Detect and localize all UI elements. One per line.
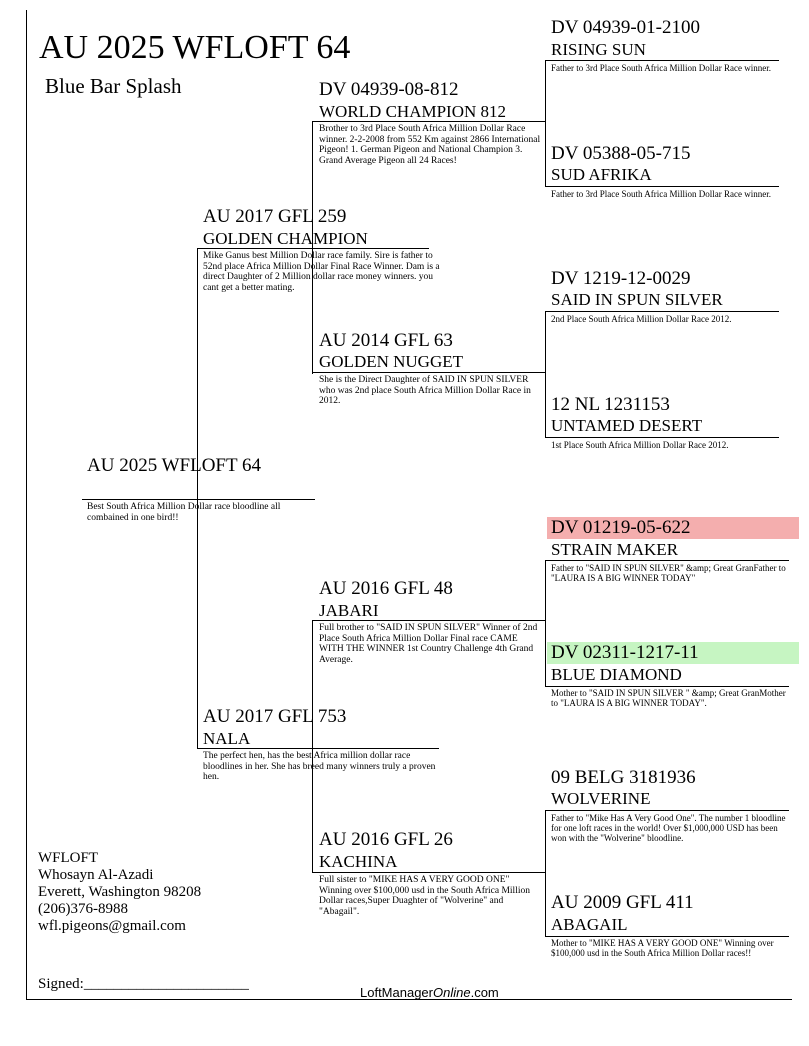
sds-note: 2nd Place South Africa Million Dollar Race 2012. bbox=[551, 314, 732, 324]
frame-left-line bbox=[26, 10, 27, 1000]
ssd-name: SUD AFRIKA bbox=[551, 165, 652, 184]
owner-loft: WFLOFT bbox=[38, 850, 98, 866]
subject-note: Best South Africa Million Dollar race bloodline all combained in one bird!! bbox=[87, 502, 281, 523]
sd-band: AU 2014 GFL 63 bbox=[319, 330, 453, 351]
dam-note: The perfect hen, has the best Africa million dollar race bloodlines in her. She has breed many winners truly a proven hen. bbox=[203, 751, 436, 782]
dss-note: Father to "SAID IN SPUN SILVER" &amp; Great GranFather to "LAURA IS A BIG WINNER TODAY" bbox=[551, 563, 786, 583]
sss-band: DV 04939-01-2100 bbox=[551, 17, 701, 38]
header-color: Blue Bar Splash bbox=[45, 74, 182, 98]
sire-name: GOLDEN CHAMPION bbox=[203, 229, 368, 248]
dds-band: 09 BELG 3181936 bbox=[551, 767, 696, 788]
dss-name: STRAIN MAKER bbox=[551, 540, 679, 559]
ss-band: DV 04939-08-812 bbox=[319, 79, 459, 100]
sdd-note: 1st Place South Africa Million Dollar Race 2012. bbox=[551, 440, 729, 450]
sds-name: SAID IN SPUN SILVER bbox=[551, 290, 723, 309]
dss-underline bbox=[545, 560, 789, 561]
dds-note: Father to "Mike Has A Very Good One". The number 1 bloodline for one loft races in the world! Over $1,000,000 USD has been won with the "Wolverine" bloodline. bbox=[551, 813, 786, 843]
footer-brand-suffix: .com bbox=[470, 985, 499, 1000]
sdd-underline bbox=[545, 437, 779, 438]
ds-gen3-connector bbox=[545, 560, 546, 686]
dsd-underline bbox=[545, 686, 789, 687]
dd-band: AU 2016 GFL 26 bbox=[319, 829, 453, 850]
dds-name: WOLVERINE bbox=[551, 789, 651, 808]
dd-name: KACHINA bbox=[319, 852, 398, 871]
owner-email[interactable]: wfl.pigeons@gmail.com bbox=[38, 918, 186, 934]
owner-address: Everett, Washington 98208 bbox=[38, 884, 202, 900]
ddd-note: Mother to "MIKE HAS A VERY GOOD ONE" Winning over $100,000 usd in the South Africa Million Dollar races!! bbox=[551, 938, 774, 958]
dsd-name: BLUE DIAMOND bbox=[551, 665, 682, 684]
subject-band: AU 2025 WFLOFT 64 bbox=[87, 455, 262, 476]
ddd-name: ABAGAIL bbox=[551, 915, 628, 934]
ds-note: Full brother to "SAID IN SPUN SILVER" Winner of 2nd Place South Africa Million Dollar Final race CAME WITH THE WINNER 1st Country Challenge 4th Grand Average. bbox=[319, 623, 538, 665]
dsd-band: DV 02311-1217-11 bbox=[547, 642, 799, 664]
ss-note: Brother to 3rd Place South Africa Million Dollar Race winner. 2-2-2008 from 552 Km against 2866 International Pigeon! 1. German Pigeon and National Champion 3. Grand Average Pigeon all 24 Races! bbox=[319, 124, 541, 166]
dsd-note: Mother to "SAID IN SPUN SILVER " &amp; Great GranMother to "LAURA IS A BIG WINNER TODAY". bbox=[551, 688, 786, 708]
dd-gen3-connector bbox=[545, 810, 546, 936]
sd-gen3-connector bbox=[545, 311, 546, 437]
signed-line: Signed:______________________ bbox=[38, 976, 249, 992]
sdd-name: UNTAMED DESERT bbox=[551, 416, 703, 435]
dds-underline bbox=[545, 810, 789, 811]
owner-phone: (206)376-8988 bbox=[38, 901, 128, 917]
dss-band: DV 01219-05-622 bbox=[547, 517, 799, 539]
sds-underline bbox=[545, 311, 779, 312]
ds-band: AU 2016 GFL 48 bbox=[319, 578, 453, 599]
sdd-band: 12 NL 1231153 bbox=[551, 394, 670, 415]
sire-band: AU 2017 GFL 259 bbox=[203, 206, 347, 227]
footer-brand-main: LoftManager bbox=[360, 985, 433, 1000]
sire-note: Mike Ganus best Million Dollar race family. Sire is father to 52nd place Africa Million Dollar Final Race Winner. Dam is a direct Daughter of 2 Million dollar race money winners. you cant get a better mating. bbox=[203, 251, 440, 293]
sss-name: RISING SUN bbox=[551, 40, 646, 59]
sd-note: She is the Direct Daughter of SAID IN SPUN SILVER who was 2nd place South Africa Million Dollar Race in 2012. bbox=[319, 375, 531, 406]
ddd-band: AU 2009 GFL 411 bbox=[551, 892, 694, 913]
sss-underline bbox=[545, 60, 779, 61]
dam-name: NALA bbox=[203, 729, 251, 748]
gen1-connector bbox=[197, 248, 198, 748]
ss-name: WORLD CHAMPION 812 bbox=[319, 102, 506, 121]
dam-band: AU 2017 GFL 753 bbox=[203, 706, 347, 727]
footer-brand[interactable] bbox=[360, 985, 499, 1000]
header-band: AU 2025 WFLOFT 64 bbox=[39, 29, 351, 66]
sd-underline bbox=[312, 372, 545, 373]
sds-band: DV 1219-12-0029 bbox=[551, 268, 691, 289]
owner-block bbox=[38, 850, 201, 935]
dd-underline bbox=[312, 872, 545, 873]
ddd-underline bbox=[545, 936, 789, 937]
ssd-note: Father to 3rd Place South Africa Million Dollar Race winner. bbox=[551, 189, 771, 199]
ss-gen3-connector bbox=[545, 60, 546, 186]
owner-name: Whosayn Al-Azadi bbox=[38, 867, 154, 883]
ssd-underline bbox=[545, 186, 779, 187]
dd-note: Full sister to "MIKE HAS A VERY GOOD ONE" Winning over $100,000 usd in the South Africa Million Dollar races,Super Duaghter of "Wolverine" and "Abagail". bbox=[319, 875, 530, 917]
sd-name: GOLDEN NUGGET bbox=[319, 352, 464, 371]
footer-brand-italic: Online bbox=[433, 985, 471, 1000]
ssd-band: DV 05388-05-715 bbox=[551, 143, 691, 164]
sss-note: Father to 3rd Place South Africa Million Dollar Race winner. bbox=[551, 63, 771, 73]
dam-gen2-connector bbox=[312, 620, 313, 873]
subject-underline bbox=[82, 499, 315, 500]
ds-name: JABARI bbox=[319, 601, 379, 620]
